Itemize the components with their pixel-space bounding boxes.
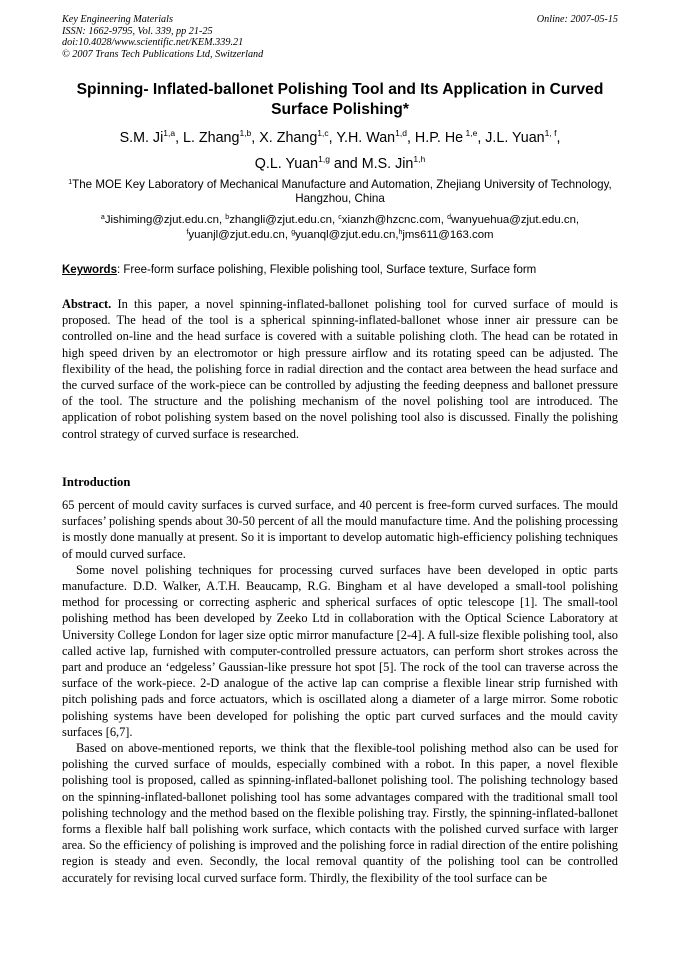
email-mark: f [186, 228, 189, 236]
email-separator: , [284, 228, 292, 241]
paper-title: Spinning- Inflated-ballonet Polishing Tool and Its Application in Curved Surface Polishing* [76, 81, 604, 118]
author-name: H.P. He [414, 130, 464, 146]
author-name: J.L. Yuan [485, 130, 545, 146]
email-mark: h [398, 228, 403, 236]
author-separator: , [406, 130, 415, 146]
author-separator: , [251, 130, 260, 146]
author-list [62, 125, 618, 177]
affiliation-mark: 1 [68, 179, 73, 186]
body-paragraph: Based on above-mentioned reports, we think that the flexible-tool polishing method also can be used for polishing the curved surface of moulds, especially combined with a robot. In this paper, a novel flexible polishing tool is proposed, called as spinning-inflated-ballonet polishing tool. The polishing technology based on the spinning-inflated-ballonet polishing tool has some advantages compared with the traditional small tool polishing technology and the method based on the flexible polishing tray. Firstly, the spinning-inflated-ballonet forms a flexible half ball polishing work surface, which contacts with the polished curved surface with larger area. So the efficiency of polishing is improved and the polishing force in radial direction of the entire polishing region is steady and even. Secondly, the local removal quantity of the polishing tool can be controlled accurately for revising local curved surface form. Thirdly, the flexibility of the tool surface can be [62, 741, 618, 885]
author-affil-mark: 1,c [317, 128, 329, 138]
affiliation [62, 178, 618, 207]
issn-line: ISSN: 1662-9795, Vol. 339, pp 21-25 [62, 25, 213, 37]
email-entry [291, 229, 398, 241]
email-separator: , [575, 214, 580, 226]
abstract-label: Abstract. [62, 297, 112, 311]
email-mark: c [338, 214, 342, 221]
author-separator: , [328, 130, 337, 146]
email-mark: a [100, 214, 105, 221]
author-name: L. Zhang [183, 130, 240, 146]
author-separator: and [329, 156, 362, 172]
email-address[interactable]: Jishiming@zjut.edu.cn [104, 214, 219, 226]
keywords-text: Free-form surface polishing, Flexible polishing tool, Surface texture, Surface form [123, 264, 537, 276]
author-affil-mark: 1,g [318, 154, 330, 164]
author [255, 156, 362, 172]
email-entry [186, 229, 291, 241]
author [415, 130, 485, 146]
email-mark: b [225, 214, 230, 221]
author-name: X. Zhang [259, 130, 318, 146]
email-address[interactable]: zhangli@zjut.edu.cn [229, 214, 332, 226]
author [362, 156, 425, 172]
author-name: S.M. Ji [119, 130, 164, 146]
email-address[interactable]: wanyuehua@zjut.edu.cn [450, 214, 576, 226]
author-affil-mark: 1,b [239, 128, 252, 138]
email-separator: , [331, 214, 339, 226]
email-list [62, 213, 618, 242]
email-address[interactable]: yuanjl@zjut.edu.cn [188, 228, 285, 241]
email-entry [447, 214, 579, 226]
email-address[interactable]: jms611@163.com [402, 228, 494, 241]
email-entry [398, 229, 493, 241]
email-mark: d [447, 214, 451, 221]
affiliation-text: The MOE Key Laboratory of Mechanical Manufacture and Automation, Zhejiang University of Technology, Hangzhou, China [72, 178, 612, 206]
author [485, 130, 560, 146]
keywords: Keywords: Free-form surface polishing, Flexible polishing tool, Surface texture, Surface form [62, 264, 537, 276]
author-separator: , [477, 130, 486, 146]
author [183, 130, 259, 146]
author-name: Y.H. Wan [336, 130, 396, 146]
body-paragraph: 65 percent of mould cavity surfaces is curved surface, and 40 percent is free-form curved surfaces. The mould surfaces’ polishing spends about 30-50 percent of all the mould manufacture time. And the polishing processing is mostly done manually at present. So it is important to develop automatic high-efficiency polishing techniques of mould curved surface. [62, 498, 618, 561]
journal-header [62, 14, 618, 60]
author-name: Q.L. Yuan [254, 156, 319, 172]
author-separator: , [175, 130, 184, 146]
email-address[interactable]: yuanql@zjut.edu.cn [295, 228, 396, 241]
author-affil-mark: 1,e [463, 128, 478, 138]
email-entry [101, 214, 225, 226]
email-separator: , [440, 214, 448, 226]
author [259, 130, 336, 146]
email-entry [225, 214, 338, 226]
author-affil-mark: 1,d [395, 128, 407, 138]
section-heading-introduction: Introduction [62, 475, 131, 489]
introduction-body [62, 497, 618, 886]
email-entry [338, 214, 447, 226]
author-affil-mark: 1,a [163, 128, 176, 138]
abstract [62, 296, 618, 442]
body-paragraph: Some novel polishing techniques for processing curved surfaces have been developed in optic parts manufacture. D.D. Walker, A.T.H. Beaucamp, R.G. Bingham et al have developed a small-tool polishing method for processing or correcting aspheric and spherical surfaces of optic telescope [1]. The small-tool polishing method has been developed by Zeeko Ltd in collaboration with the Optical Science Laboratory at University College London for lager size optic mirror manufacture [2-4]. A full-size flexible polishing tool, also called active lap, furnished with computer-controlled pressure actuators, can perform short strokes across the part and produce an ‘edgeless’ Gaussian-like pressure hot spot [5]. The rock of the tool can traverse across the surface of the work-piece. 2-D analogue of the active lap can comprise a flexible linear strip furnished with pitch polishing pads and force actuators, which is oscillated along a diameter of a large mirror. Some robotic polishing systems have been developed for polishing the optic part curved surfaces and the mould cavity surfaces [6,7]. [62, 562, 618, 739]
author-affil-mark: 1, f [544, 128, 557, 138]
doi-line: doi:10.4028/www.scientific.net/KEM.339.21 [62, 37, 244, 49]
abstract-text: In this paper, a novel spinning-inflated-ballonet polishing tool for curved surface of mould is proposed. The head of the tool is a spherical spinning-inflated-ballonet whose inner air pressure can be controlled on-line and the head surface is covered with a suitable polishing cloth. The head can be rotated in high speed driven by an electromotor or high pressure airflow and its rotating speed can be adjusted. The flexibility of the head, the polishing force in radial direction and the contact area between the head surface and the curved surface of the work-piece can be controlled by adjusting the feeding deepness and ballonet pressure of the tool. The structure and the polishing mechanism of the novel polishing tool are introduced. The application of robot polishing system based on the novel polishing tool also is discussed. Finally the polishing control strategy of curved surface is researched. [62, 297, 618, 441]
email-separator: , [218, 214, 226, 226]
email-separator: , [395, 228, 399, 241]
author-separator: , [556, 130, 561, 146]
author-affil-mark: 1,h [413, 154, 426, 164]
email-address[interactable]: xianzh@hzcnc.com [341, 214, 441, 226]
online-date: Online: 2007-05-15 [536, 14, 618, 25]
email-mark: g [291, 228, 296, 236]
copyright-line: © 2007 Trans Tech Publications Ltd, Switzerland [62, 48, 264, 60]
journal-name: Key Engineering Materials [62, 14, 173, 25]
author-name: M.S. Jin [361, 156, 414, 172]
author [336, 130, 415, 146]
keywords-label: Keywords [62, 264, 117, 276]
author [120, 130, 183, 146]
